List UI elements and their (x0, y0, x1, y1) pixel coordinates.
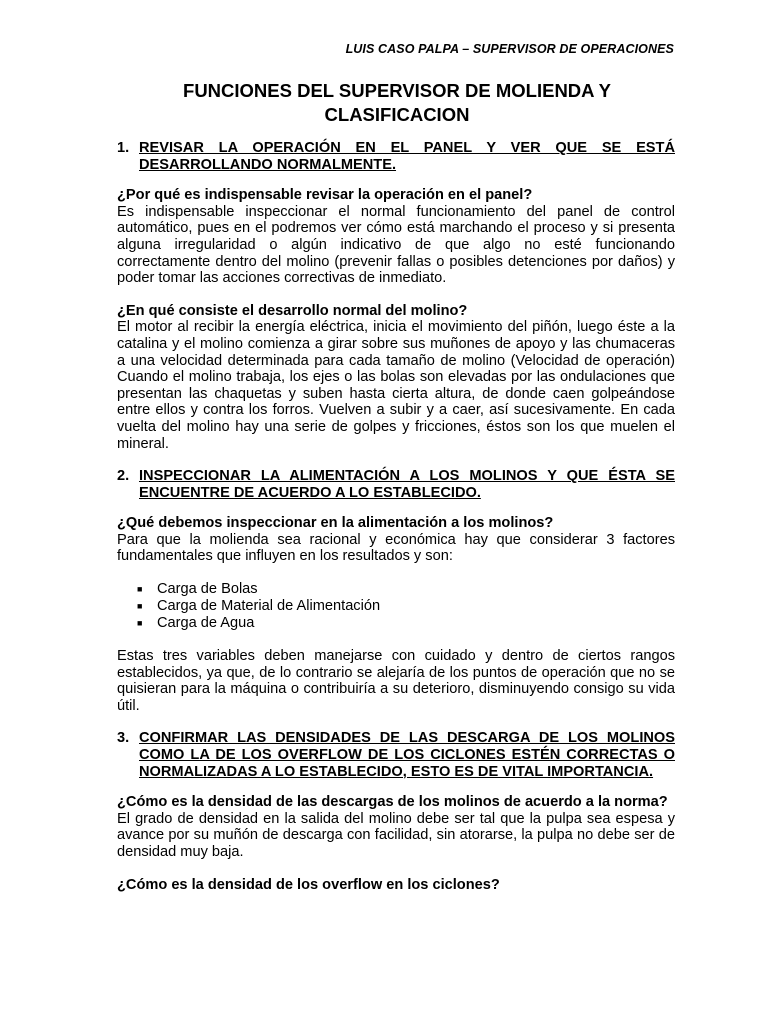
list-item: ■ Carga de Agua (137, 615, 255, 632)
section-heading (117, 468, 675, 501)
question: ¿Cómo es la densidad de los overflow en los ciclones? (117, 876, 500, 893)
question: ¿En qué consiste el desarrollo normal del molino? (117, 302, 468, 319)
answer-paragraph: Para que la molienda sea racional y económica hay que considerar 3 factores fundamentales que influyen en los resultados y son: (117, 531, 675, 565)
list-item: ■ Carga de Material de Alimentación (137, 598, 381, 615)
section-heading-text: REVISAR LA OPERACIÓN EN EL PANEL Y VER QUE SE ESTÁ DESARROLLANDO NORMALMENTE. (139, 140, 675, 173)
square-bullet-icon: ■ (137, 618, 143, 629)
title-line-2: CLASIFICACION (324, 104, 470, 125)
square-bullet-icon: ■ (137, 584, 143, 595)
title-line-1: FUNCIONES DEL SUPERVISOR DE MOLIENDA Y (183, 80, 611, 101)
section-heading (117, 140, 675, 173)
question: ¿Por qué es indispensable revisar la operación en el panel? (117, 187, 533, 204)
section-number: 2. (117, 468, 130, 485)
document-title (118, 79, 676, 127)
answer-paragraph: Estas tres variables deben manejarse con cuidado y dentro de ciertos rangos establecidos, ya que, de lo contrario se alejaría de los puntos de operación que no se quisieran para la máquina o contribuiría a su deterioro, disminuyendo consigo su vida útil. (117, 648, 675, 714)
answer-paragraph: El motor al recibir la energía eléctrica, inicia el movimiento del piñón, luego éste a la catalina y el molino comienza a girar sobre sus muñones de apoyo y las chumaceras a una velocidad determinada para cada tamaño de molino (Velocidad de operación) Cuando el molino trabaja, los ejes o las bolas son elevadas por las ondulaciones que presentan las chaquetas y suben hasta cierta altura, de donde caen golpeándose entre ellos y contra los forros. Vuelven a subir y a caer, así sucesivamente. En cada vuelta del molino hay una serie de golpes y fricciones, éstos son los que muelen el mineral. (117, 319, 675, 452)
square-bullet-icon: ■ (137, 601, 143, 612)
section-2 (117, 468, 675, 714)
section-heading (117, 730, 675, 780)
running-header: LUIS CASO PALPA – SUPERVISOR DE OPERACIONES (345, 42, 674, 56)
answer-paragraph: Es indispensable inspeccionar el normal funcionamiento del panel de control automático, pues en el podremos ver cómo está marchando el proceso y si presenta alguna irregularidad o algún indicativo de que algo no esté funcionando correctamente dentro del molino (prevenir fallas o posibles detenciones por daños) y poder tomar las acciones correctivas de inmediato. (117, 203, 675, 287)
section-heading-text: INSPECCIONAR LA ALIMENTACIÓN A LOS MOLINOS Y QUE ÉSTA SE ENCUENTRE DE ACUERDO A LO ESTABLECIDO. (139, 468, 675, 501)
section-number: 3. (117, 730, 130, 747)
document-body (117, 140, 675, 893)
section-number: 1. (117, 140, 130, 156)
factor-list (117, 581, 675, 632)
list-item: ■ Carga de Bolas (137, 581, 258, 598)
section-heading-text: CONFIRMAR LAS DENSIDADES DE LAS DESCARGA DE LOS MOLINOS COMO LA DE LOS OVERFLOW DE LOS CICLONES ESTÉN CORRECTAS O NORMALIZADAS A LO ESTABLECIDO, ESTO ES DE VITAL IMPORTANCIA. (139, 730, 675, 780)
section-1 (117, 140, 675, 452)
section-3 (117, 730, 675, 893)
question: ¿Cómo es la densidad de las descargas de los molinos de acuerdo a la norma? (117, 794, 668, 811)
question: ¿Qué debemos inspeccionar en la alimentación a los molinos? (117, 515, 554, 532)
answer-paragraph: El grado de densidad en la salida del molino debe ser tal que la pulpa sea espesa y avance por su muñón de descarga con facilidad, sin atorarse, la pulpa no debe ser de densidad muy baja. (117, 810, 675, 860)
